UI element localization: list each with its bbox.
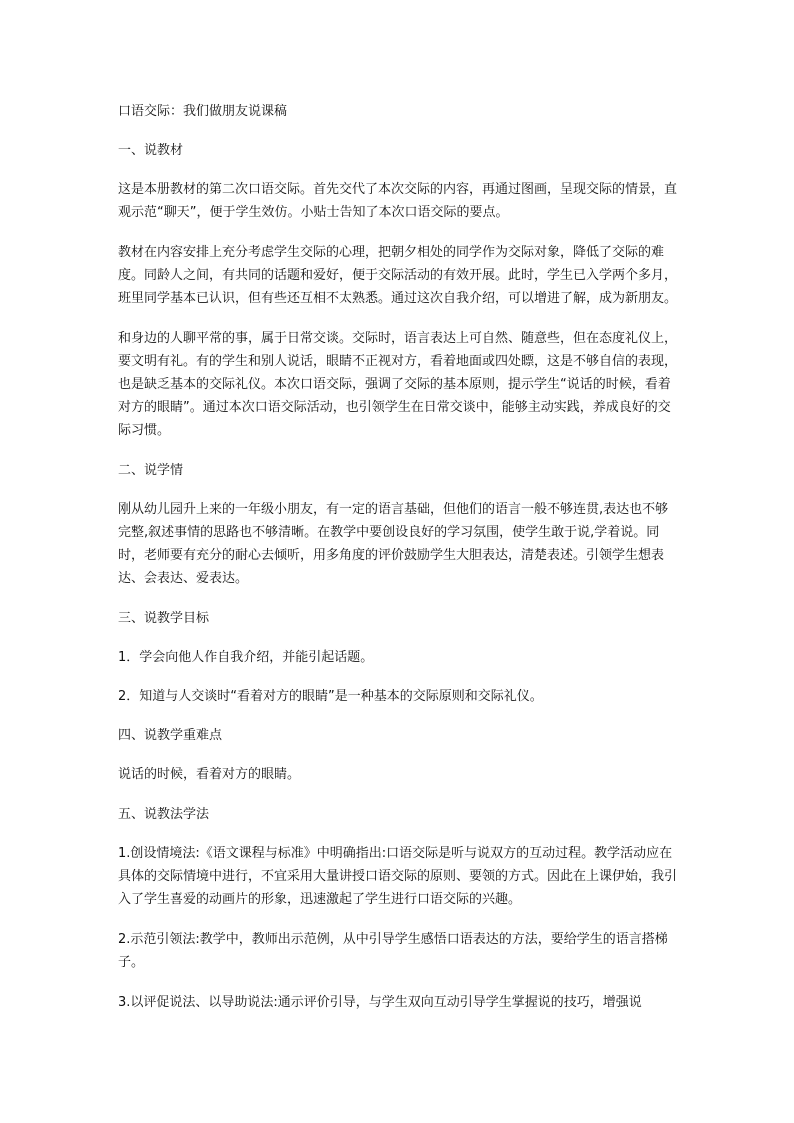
paragraph: 和身边的人聊平常的事，属于日常交谈。交际时，语言表达上可自然、随意些，但在态度礼仪上，要文明有礼。有的学生和别人说话，眼睛不正视对方，看着地面或四处瞟，这是不够自信的表现，也是缺乏基本的交际礼仪。本次口语交际，强调了交际的基本原则，提示学生“说话的时候，看着对方的眼睛”。通过本次口语交际活动，也引领学生在日常交谈中，能够主动实践，养成良好的交际习惯。 <box>118 331 678 438</box>
section-heading-student-analysis: 二、说学情 <box>118 463 184 478</box>
section-heading-textbook: 一、说教材 <box>118 143 184 158</box>
paragraph: 1.创设情境法:《语文课程与标准》中明确指出:口语交际是听与说双方的互动过程。教学活动应在具体的交际情境中进行，不宜采用大量讲授口语交际的原则、要领的方式。因此在上课伊始，我引入了学生喜爱的动画片的形象，迅速激起了学生进行口语交际的兴趣。 <box>118 846 678 907</box>
section-heading-key-points: 四、说教学重难点 <box>118 728 223 743</box>
list-item: 1．学会向他人作自我介绍，并能引起话题。 <box>118 650 374 665</box>
list-item: 2．知道与人交谈时“看着对方的眼睛”是一种基本的交际原则和交际礼仪。 <box>118 689 543 704</box>
paragraph: 教材在内容安排上充分考虑学生交际的心理，把朝夕相处的同学作为交际对象，降低了交际的难度。同龄人之间，有共同的话题和爱好，便于交际活动的有效开展。此时，学生已入学两个多月，班里同学基本已认识，但有些还互相不太熟悉。通过这次自我介绍，可以增进了解，成为新朋友。 <box>118 245 678 306</box>
document-page <box>118 100 678 1031</box>
section-heading-methods: 五、说教法学法 <box>118 807 210 822</box>
paragraph: 说话的时候，看着对方的眼睛。 <box>118 767 301 782</box>
paragraph: 3.以评促说法、以导助说法:通示评价引导，与学生双向互动引导学生掌握说的技巧，增强说 <box>118 995 642 1010</box>
section-heading-teaching-goals: 三、说教学目标 <box>118 611 210 626</box>
paragraph: 这是本册教材的第二次口语交际。首先交代了本次交际的内容，再通过图画，呈现交际的情景，直观示范“聊天”，便于学生效仿。小贴士告知了本次口语交际的要点。 <box>118 182 678 220</box>
document-title: 口语交际：我们做朋友说课稿 <box>118 104 288 119</box>
paragraph: 刚从幼儿园升上来的一年级小朋友，有一定的语言基础，但他们的语言一般不够连贯,表达也不够完整,叙述事情的思路也不够清晰。在教学中要创设良好的学习氛围，使学生敢于说,学着说。同时，老师要有充分的耐心去倾听，用多角度的评价鼓励学生大胆表达，清楚表述。引领学生想表达、会表达、爱表达。 <box>118 502 669 586</box>
paragraph: 2.示范引领法:教学中，教师出示范例，从中引导学生感悟口语表达的方法，要给学生的语言搭梯子。 <box>118 932 668 970</box>
